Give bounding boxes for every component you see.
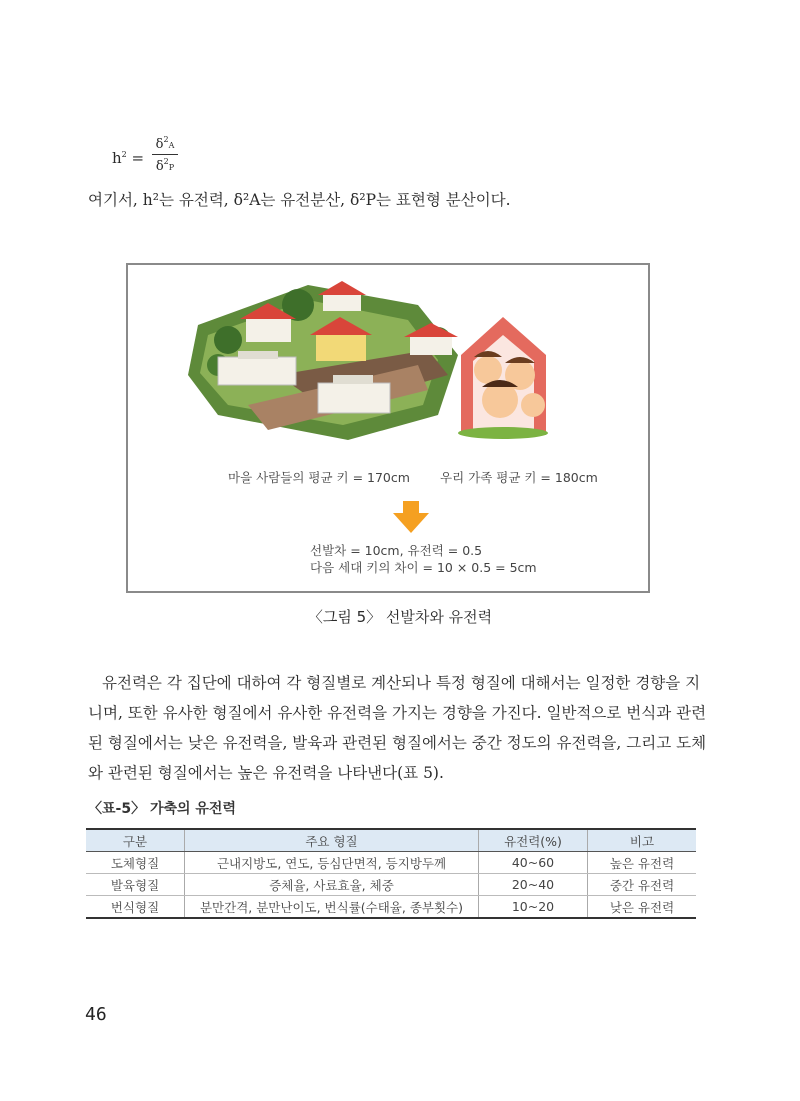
table-title: 〈표-5〉 가축의 유전력 (88, 801, 236, 817)
cell-category: 발육형질 (86, 874, 185, 896)
cell-traits: 분만간격, 분만난이도, 번식률(수태율, 종부횟수) (185, 896, 479, 919)
cell-note: 낮은 유전력 (588, 896, 697, 919)
table-header-row (86, 829, 696, 852)
heritability-table (86, 828, 696, 919)
family-average-label: 우리 가족 평균 키 = 180cm (440, 470, 598, 485)
header-category: 구분 (86, 829, 185, 852)
heritability-formula (112, 135, 232, 185)
cell-heritability: 10~20 (479, 896, 588, 919)
family-house-frame (458, 317, 548, 439)
cell-heritability: 20~40 (479, 874, 588, 896)
figure-caption: 〈그림 5〉 선발차와 유전력 (307, 608, 493, 626)
down-arrow-icon (393, 501, 429, 533)
cell-heritability: 40~60 (479, 852, 588, 874)
body-paragraph (88, 668, 708, 788)
house-2 (318, 281, 366, 311)
formula-explanation: 여기서, h²는 유전력, δ²A는 유전분산, δ²P는 표현형 분산이다. (88, 191, 511, 209)
figure-box (126, 263, 650, 593)
formula-lhs: $h^2$ = (112, 149, 145, 167)
page-number: 46 (85, 1004, 107, 1025)
table-row (86, 896, 696, 919)
header-heritability: 유전력(%) (479, 829, 588, 852)
selection-result-line2: 다음 세대 키의 차이 = 10 × 0.5 = 5cm (310, 560, 537, 575)
paragraph-line: 와 관련된 형질에서는 높은 유전력을 나타낸다(표 5). (88, 764, 444, 782)
cell-category: 번식형질 (86, 896, 185, 919)
cell-note: 높은 유전력 (588, 852, 697, 874)
cell-traits: 증체율, 사료효율, 체중 (185, 874, 479, 896)
village-average-label: 마을 사람들의 평균 키 = 170cm (228, 470, 410, 485)
selection-result-line1: 선발차 = 10cm, 유전력 = 0.5 (310, 543, 483, 558)
cell-traits: 근내지방도, 연도, 등심단면적, 등지방두께 (185, 852, 479, 874)
table-row (86, 874, 696, 896)
fraction-bar (152, 154, 178, 155)
formula-denominator: $\delta^2P$ (155, 157, 175, 174)
table-row (86, 852, 696, 874)
paragraph-line: 된 형질에서는 낮은 유전력을, 발육과 관련된 형질에서는 중간 정도의 유전력을, 그리고 도체 (88, 734, 707, 752)
header-note: 비고 (588, 829, 697, 852)
cell-note: 중간 유전력 (588, 874, 697, 896)
formula-fraction (152, 135, 178, 174)
paragraph-line: 니며, 또한 유사한 형질에서 유사한 유전력을 가지는 경향을 가진다. 일반적으로 번식과 관련 (88, 704, 707, 722)
cell-category: 도체형질 (86, 852, 185, 874)
header-traits: 주요 형질 (185, 829, 479, 852)
formula-numerator: $\delta^2A$ (155, 135, 175, 152)
paragraph-line: 유전력은 각 집단에 대하여 각 형질별로 계산되나 특정 형질에 대해서는 일정한 경향을 지 (102, 674, 701, 692)
